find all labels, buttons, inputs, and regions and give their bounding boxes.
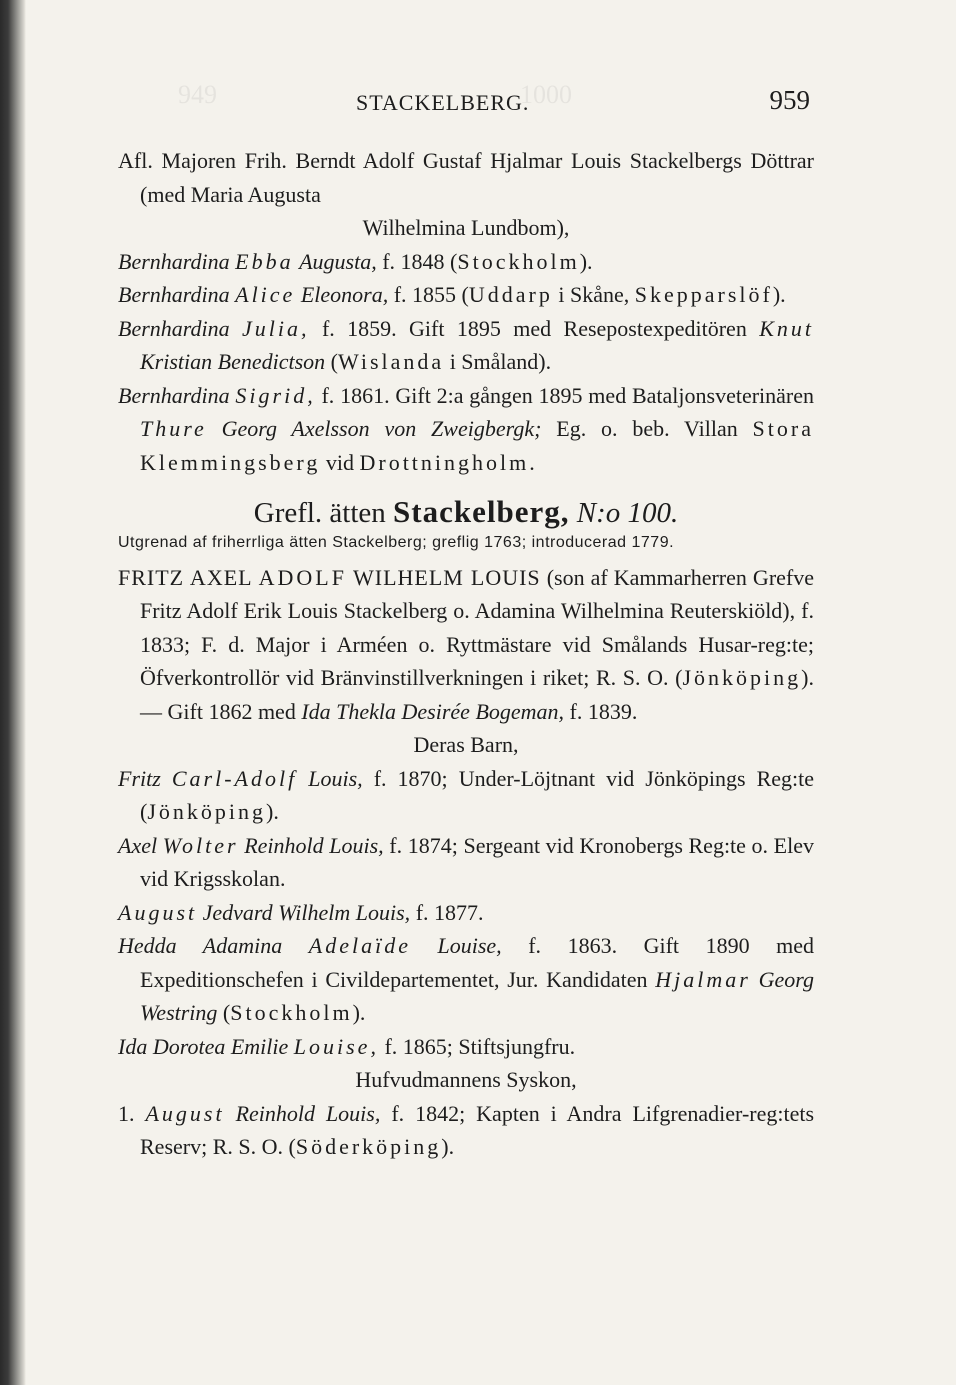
page-content	[118, 84, 814, 1164]
bleed-through-number: 1000	[520, 80, 572, 109]
daughters-intro: Afl. Majoren Frih. Berndt Adolf Gustaf Hjalmar Louis Stackelbergs Döttrar (med Maria Augusta Wilhelmina Lundbom),	[118, 148, 815, 240]
entry-ebba: Bernhardina Ebba Augusta, f. 1848 (Stockholm).	[118, 248, 593, 274]
siblings-heading: Hufvudmannens Syskon,	[355, 1067, 577, 1092]
entry-sigrid: Bernhardina Sigrid, f. 1861. Gift 2:a gången 1895 med Bataljonsveterinären Thure Georg Axelsson von Zweigbergk; Eg. o. beb. Villan Stora Klemmingsberg vid Drottningholm.	[118, 382, 815, 475]
sibling-august: 1. August Reinhold Louis, f. 1842; Kapten i Andra Lifgrenadier-reg:tets Reserv; R. S. O. (Söderköping).	[118, 1100, 815, 1159]
entry-alice: Bernhardina Alice Eleonora, f. 1855 (Uddarp i Skåne, Skepparslöf).	[118, 282, 786, 307]
child-fritz: Fritz Carl-Adolf Louis, f. 1870; Under-Löjtnant vid Jönköpings Reg:te (Jönköping).	[118, 765, 815, 824]
section-heading: Grefl. ätten Stackelberg, N:o 100.	[253, 494, 679, 529]
child-hedda: Hedda Adamina Adelaïde Louise, f. 1863. Gift 1890 med Expeditionschefen i Civildepartementet, Jur. Kandidaten Hjalmar Georg Westring (Stockholm).	[118, 933, 814, 1025]
bleed-through-page-number: 949	[178, 80, 217, 109]
page-number: 959	[769, 85, 810, 115]
children-heading: Deras Barn,	[413, 732, 519, 757]
header-title: STACKELBERG.	[356, 90, 530, 115]
entry-julia: Bernhardina Julia, f. 1859. Gift 1895 med Resepostexpeditören Knut Kristian Benedictson (Wislanda i Småland).	[118, 315, 815, 374]
child-axel: Axel Wolter Reinhold Louis, f. 1874; Sergeant vid Kronobergs Reg:te o. Elev vid Krigsskolan.	[118, 832, 814, 891]
running-header	[118, 84, 814, 124]
book-spine-shadow	[0, 0, 26, 1385]
child-august: August Jedvard Wilhelm Louis, f. 1877.	[118, 899, 484, 925]
section-intro: Utgrenad af friherrliga ätten Stackelberg; greflig 1763; introducerad 1779.	[118, 533, 675, 551]
child-ida: Ida Dorotea Emilie Louise, f. 1865; Stiftsjungfru.	[118, 1033, 576, 1059]
main-entry-fritz-axel: FRITZ AXEL ADOLF WILHELM LOUIS (son af Kammarherren Grefve Fritz Adolf Erik Louis Stackelberg o. Adamina Wilhelmina Reuterskiöld), f. 1833; F. d. Major i Arméen o. Ryttmästare vid Smålands Husar-reg:te; Öfverkontrollör vid Bränvinstillverkningen i riket; R. S. O. (Jönköping). — Gift 1862 med Ida Thekla Desirée Bogeman, f. 1839.	[118, 564, 814, 724]
